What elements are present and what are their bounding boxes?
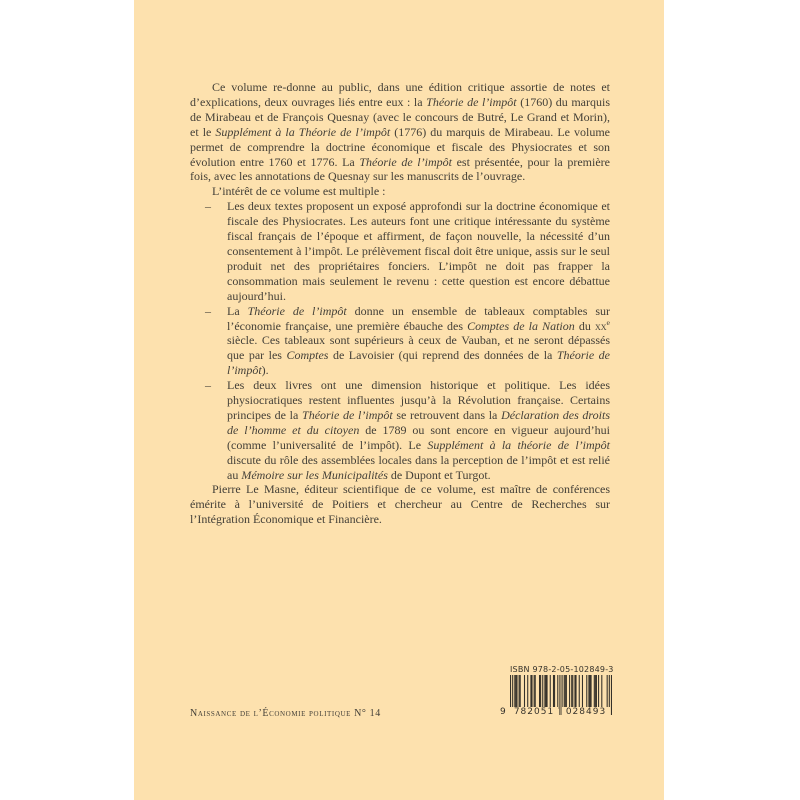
series-title: Naissance de l’Économie politique N° 14 <box>190 708 381 719</box>
isbn-label: ISBN 978-2-05-102849-3 <box>510 665 614 674</box>
bullet-dash: – <box>205 303 211 318</box>
back-cover-text <box>134 0 664 527</box>
barcode-digits <box>500 707 612 717</box>
barcode <box>500 665 612 717</box>
bullet-list <box>190 199 610 482</box>
author-note: Pierre Le Masne, éditeur scientifique de ce volume, est maître de conférences émérite à l’université de Poitiers et chercheur au Centre de Recherches sur l’Intégration Économique et Financière. <box>190 482 610 527</box>
interest-line: L’intérêt de ce volume est multiple : <box>212 184 386 199</box>
bullet-item <box>190 304 610 379</box>
barcode-digit-group: 782051 <box>510 707 558 717</box>
bullet-dash: – <box>205 199 211 214</box>
barcode-digit-first: 9 <box>500 707 506 717</box>
book-back-cover <box>134 0 664 800</box>
bullet-text: Les deux livres ont une dimension historique et politique. Les idées physiocratiques restent influentes jusqu’à la Révolution française. Certains principes de la Théorie de l’impôt se retrouvent dans la Déclaration des droits de l’homme et du citoyen de 1789 ou sont encore en vigueur aujourd’hui (comme l’universalité de l’impôt). Le Supplément à la théorie de l’impôt discute du rôle des assemblées locales dans la perception de l’impôt et est relié au Mémoire sur les Municipalités de Dupont et Turgot. <box>227 378 610 482</box>
bullet-item <box>190 378 610 482</box>
bullet-dash: – <box>205 378 211 393</box>
bullet-item <box>190 199 610 303</box>
bullet-text: La Théorie de l’impôt donne un ensemble de tableaux comptables sur l’économie française, une première ébauche des Comptes de la Nation du $xx^e$ siècle. Ces tableaux sont supérieurs à ceux de Vauban, et ne seront dépassés que par les Comptes de Lavoisier (qui reprend des données de la Théorie de l’impôt). <box>227 303 611 378</box>
bullet-text: Les deux textes proposent un exposé approfondi sur la doctrine économique et fiscale des Physiocrates. Les auteurs font une critique intéressante du système fiscal français de l’époque et affirment, de façon nouvelle, la nécessité d’un consentement à l’impôt. Le prélèvement fiscal doit être unique, assis sur le seul produit net des propriétaires fonciers. L’impôt ne doit pas frapper la consommation mais seulement le revenu : cette question est encore débattue aujourd’hui. <box>227 199 610 303</box>
intro-paragraph: Ce volume re-donne au public, dans une édition critique assortie de notes et d’explications, deux ouvrages liés entre eux : la Théorie de l’impôt (1760) du marquis de Mirabeau et de François Quesnay (avec le concours de Butré, Le Grand et Morin), et le Supplément à la Théorie de l’impôt (1776) du marquis de Mirabeau. Le volume permet de comprendre la doctrine économique et fiscale des Physiocrates et son évolution entre 1760 et 1776. La Théorie de l’impôt est présentée, pour la première fois, avec les annotations de Quesnay sur les manuscrits de l’ouvrage. <box>190 80 611 184</box>
barcode-digit-group: 028493 <box>562 707 610 717</box>
